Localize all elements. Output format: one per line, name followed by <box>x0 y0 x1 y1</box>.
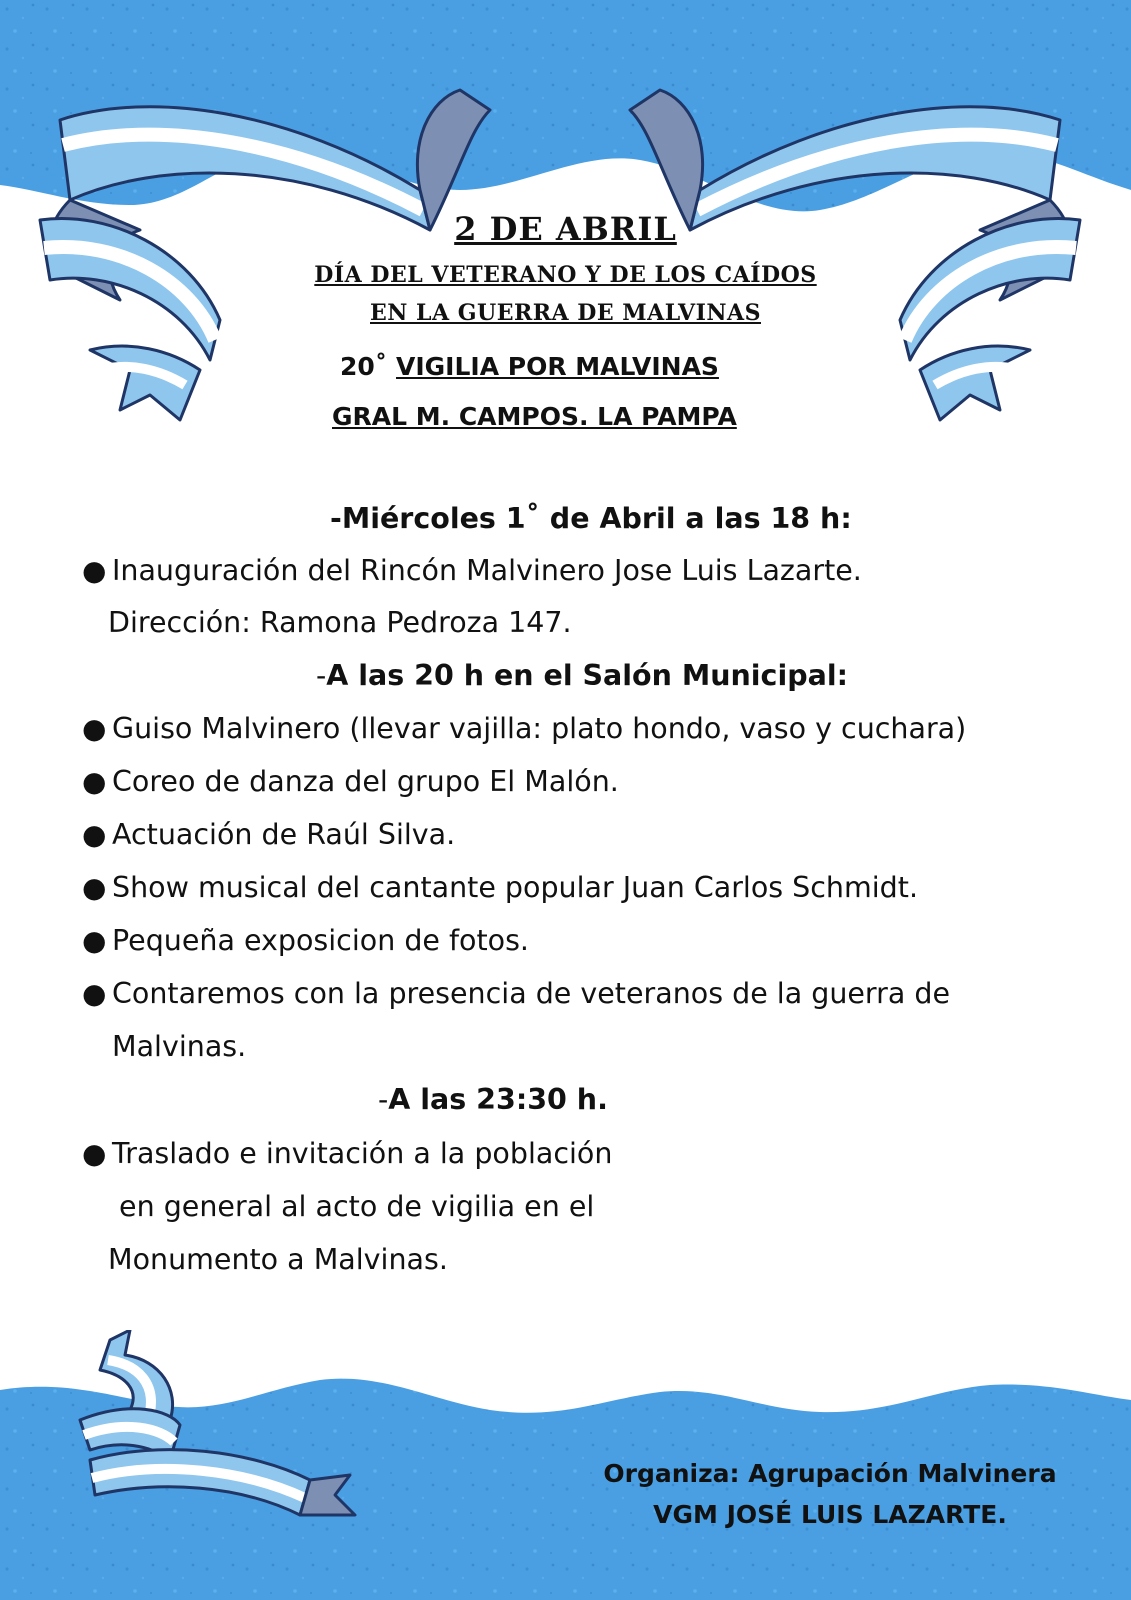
heading-dash: - <box>316 659 327 692</box>
list-item: Coreo de danza del grupo El Malón. <box>112 765 619 798</box>
heading-dash: - <box>378 1083 389 1116</box>
heading-text: A las 23:30 h. <box>388 1083 608 1116</box>
subtitle-line-1: DÍA DEL VETERANO Y DE LOS CAÍDOS <box>314 262 817 288</box>
heading-text: A las 20 h en el Salón Municipal: <box>326 659 849 692</box>
list-item: Guiso Malvinero (llevar vajilla: plato hondo, vaso y cuchara) <box>112 712 967 745</box>
argentine-flag-ribbon-icon <box>70 1330 360 1530</box>
bullet-icon: ● <box>82 712 107 745</box>
section-heading-night <box>378 1083 608 1116</box>
organizer-line-1: Organiza: Agrupación Malvinera <box>603 1459 1057 1488</box>
vigil-number: 20˚ <box>340 352 388 381</box>
section-heading-evening <box>316 659 848 692</box>
address-line: Dirección: Ramona Pedroza 147. <box>108 606 572 639</box>
vigil-heading <box>340 352 719 381</box>
vigil-text: VIGILIA POR MALVINAS <box>396 352 719 381</box>
subtitle-line-2: EN LA GUERRA DE MALVINAS <box>370 300 761 326</box>
list-item-continuation: Monumento a Malvinas. <box>108 1243 448 1276</box>
bullet-icon: ● <box>82 1137 107 1170</box>
bullet-icon: ● <box>82 765 107 798</box>
page-title: 2 DE ABRIL <box>454 210 677 248</box>
list-item: Contaremos con la presencia de veteranos de la guerra de <box>112 977 950 1010</box>
list-item: Inauguración del Rincón Malvinero Jose Luis Lazarte. <box>112 554 862 587</box>
list-item-continuation: Malvinas. <box>112 1030 247 1063</box>
list-item: Pequeña exposicion de fotos. <box>112 924 529 957</box>
location-heading: GRAL M. CAMPOS. LA PAMPA <box>332 402 737 431</box>
bullet-icon: ● <box>82 818 107 851</box>
list-item: Traslado e invitación a la población <box>112 1137 613 1170</box>
list-item: Show musical del cantante popular Juan Carlos Schmidt. <box>112 871 919 904</box>
bullet-icon: ● <box>82 554 107 587</box>
bullet-icon: ● <box>82 924 107 957</box>
section-heading-day: -Miércoles 1˚ de Abril a las 18 h: <box>330 502 852 535</box>
organizer-line-2: VGM JOSÉ LUIS LAZARTE. <box>653 1500 1007 1529</box>
list-item: Actuación de Raúl Silva. <box>112 818 456 851</box>
list-item-continuation: en general al acto de vigilia en el <box>110 1190 595 1223</box>
bullet-icon: ● <box>82 977 107 1010</box>
bullet-icon: ● <box>82 871 107 904</box>
